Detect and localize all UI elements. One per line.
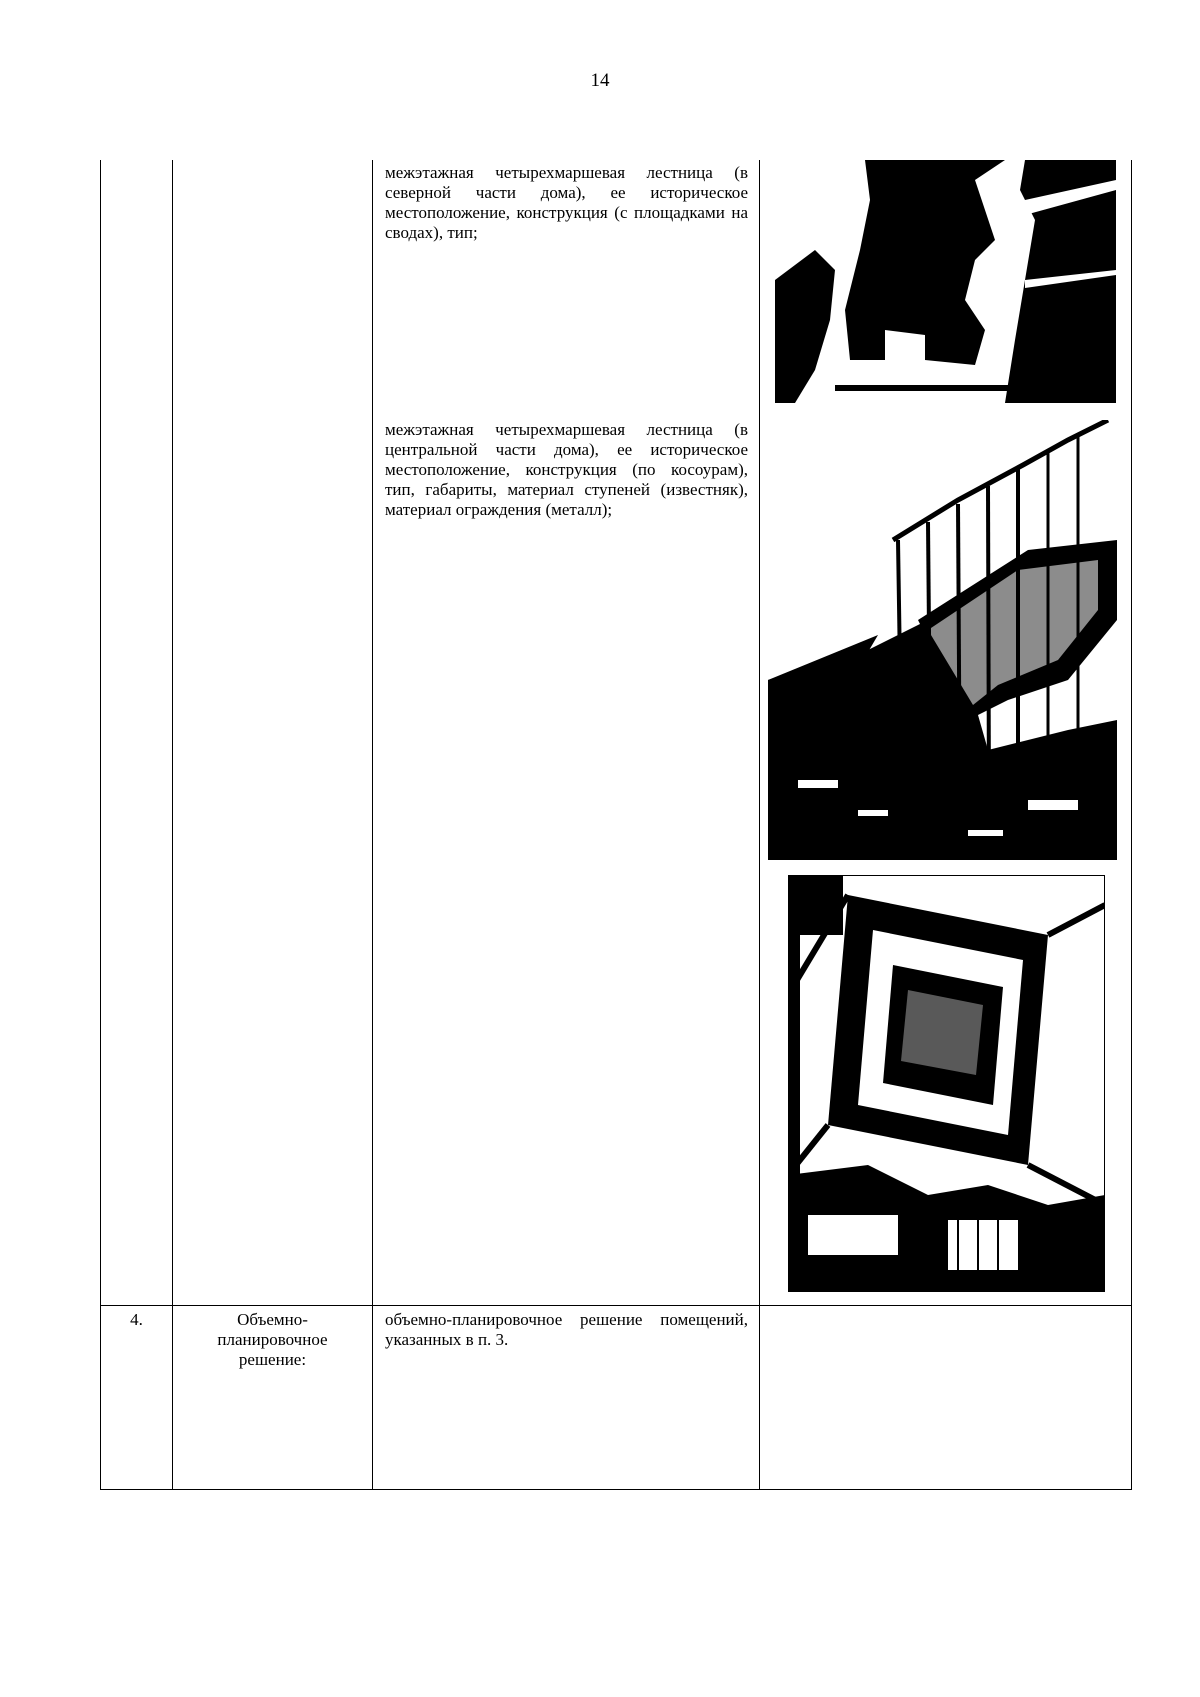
- stair-north-description: межэтажная четырехмаршевая лестница (в северной части дома), ее историческое местоположение, конструкция (с площадками на сводах), тип;: [385, 163, 748, 242]
- stairwell-view-up-photo: [788, 875, 1105, 1292]
- table-border-left: [100, 160, 101, 1490]
- stair-central-description: межэтажная четырехмаршевая лестница (в центральной части дома), ее историческое местоположение, конструкция (по косоурам), тип, габариты, материал ступеней (известняк), материал ограждения (металл);: [385, 420, 748, 519]
- table-column-divider-2: [372, 160, 373, 1490]
- row-4-description: объемно-планировочное решение помещений, указанных в п. 3.: [385, 1310, 748, 1349]
- chandelier-stair-hall-photo: [775, 160, 1116, 403]
- row-4-name: Объемно-планировочное решение:: [217, 1310, 328, 1369]
- table-column-divider-1: [172, 160, 173, 1490]
- table-column-divider-3: [759, 160, 760, 1490]
- row-4-number: 4.: [130, 1310, 143, 1329]
- table-border-bottom: [100, 1489, 1132, 1490]
- page-number: 14: [590, 70, 610, 91]
- table-border-right: [1131, 160, 1132, 1490]
- table-row-divider: [100, 1305, 1132, 1306]
- stair-railing-photo: [768, 420, 1117, 860]
